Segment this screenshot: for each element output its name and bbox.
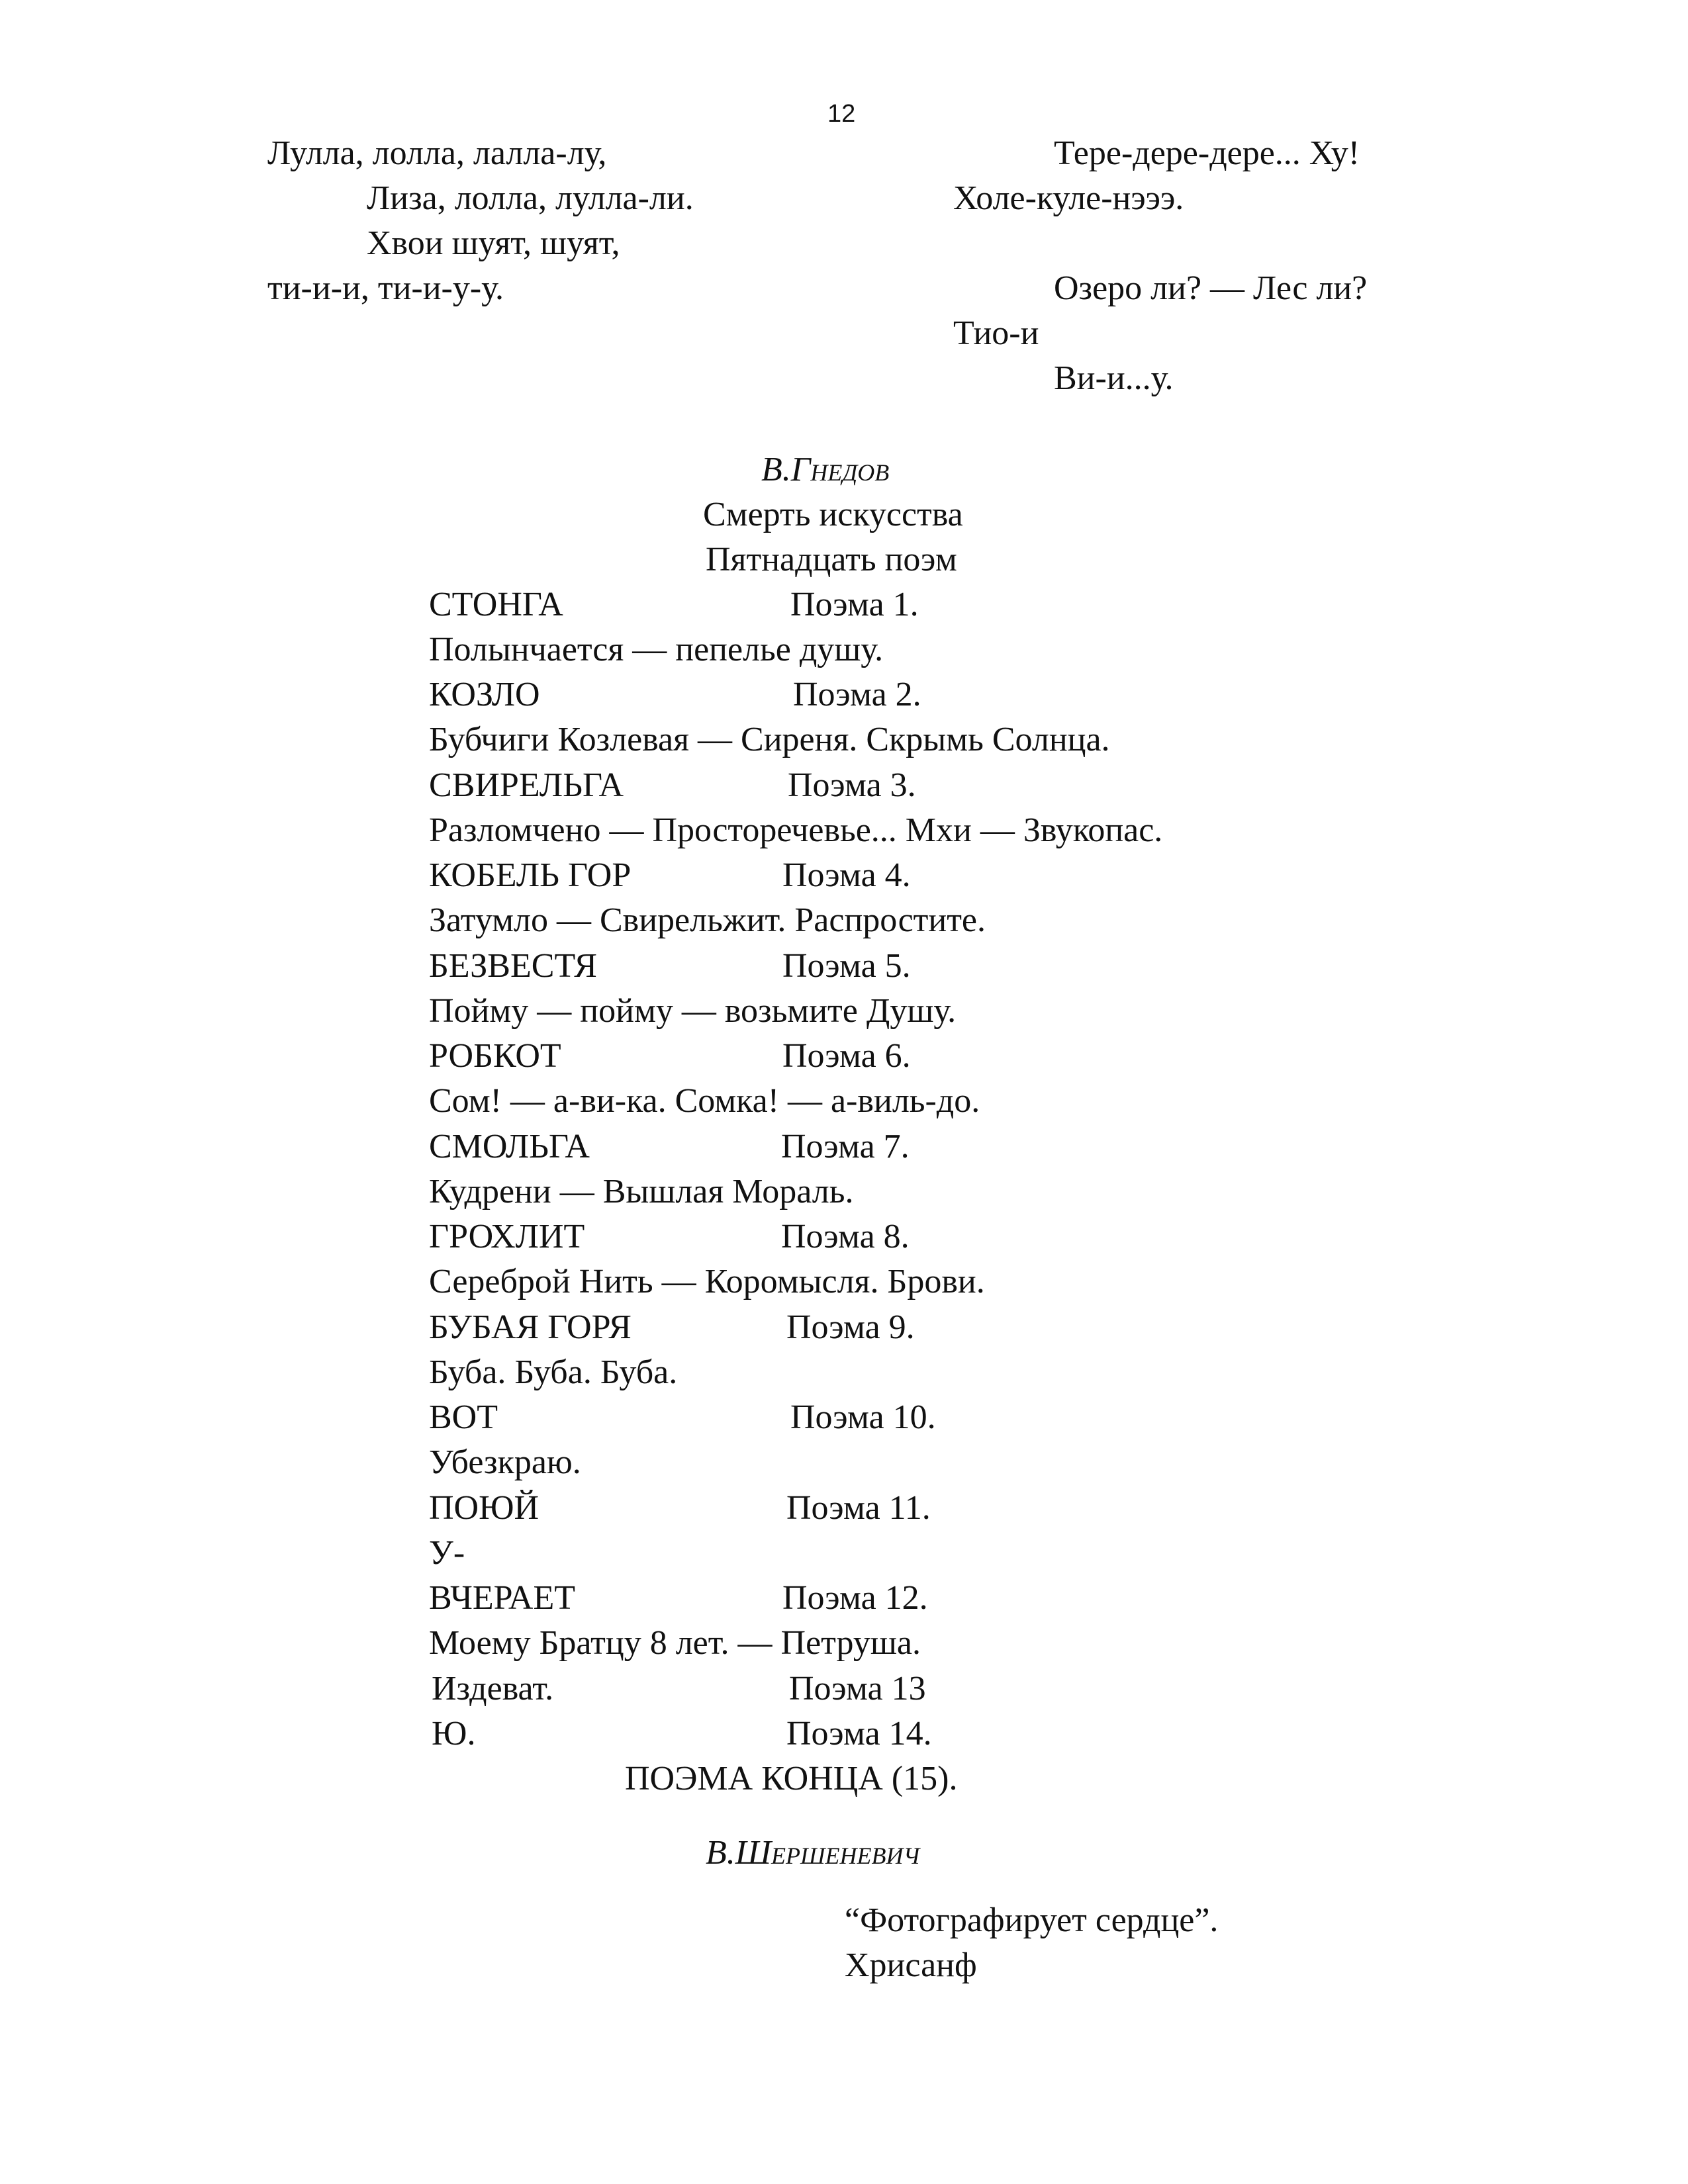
poem-text: Бубчиги Козлевая — Сиреня. Скрымь Солнца. — [429, 721, 1110, 758]
poem-text: Буба. Буба. Буба. — [429, 1353, 678, 1391]
final-poem: ПОЭМА КОНЦА (15). — [625, 1760, 958, 1797]
poem-text: Кудрени — Вышлая Мораль. — [429, 1173, 854, 1210]
right-poem-line: Холе-куле-нэээ. — [953, 179, 1184, 217]
poem-number: Поэма 7. — [781, 1128, 910, 1165]
right-poem-line: Озеро ли? — Лес ли? — [1054, 269, 1368, 307]
poem-number: Поэма 4. — [782, 856, 911, 894]
poem-name: Издеват. — [432, 1670, 554, 1707]
poem-number: Поэма 9. — [786, 1308, 915, 1346]
author-gnedov: В.Гнедов — [761, 451, 890, 488]
poem-text: У- — [429, 1534, 465, 1572]
left-poem-line: ти-и-и, ти-и-у-у. — [267, 269, 504, 307]
poem-number: Поэма 5. — [782, 947, 911, 985]
poem-name: ВЧЕРАЕТ — [429, 1579, 575, 1617]
poem-text: Убезкраю. — [429, 1443, 581, 1481]
poem-name: БУБАЯ ГОРЯ — [429, 1308, 632, 1346]
left-poem-line: Хвои шуят, шуят, — [367, 224, 620, 262]
poem-number: Поэма 2. — [793, 676, 921, 713]
right-poem-line: Тио-и — [953, 314, 1039, 352]
poem-name: ПОЮЙ — [429, 1489, 539, 1527]
poem-number: Поэма 1. — [790, 586, 919, 623]
poem-name: КОБЕЛЬ ГОР — [429, 856, 632, 894]
poem-number: Поэма 8. — [781, 1218, 910, 1255]
collection-subtitle: Пятнадцать поэм — [706, 541, 957, 578]
poem-name: СВИРЕЛЬГА — [429, 766, 624, 804]
poem-name: ВОТ — [429, 1398, 498, 1436]
left-poem-line: Лиза, лолла, лулла-ли. — [367, 179, 694, 217]
poem-text: Пойму — пойму — возьмите Душу. — [429, 992, 957, 1030]
poem-number: Поэма 10. — [790, 1398, 936, 1436]
epigraph-line: “Фотографирует сердце”. — [845, 1901, 1219, 1939]
poem-name: ГРОХЛИТ — [429, 1218, 585, 1255]
poem-name: Ю. — [432, 1715, 476, 1752]
collection-title: Смерть искусства — [703, 496, 963, 533]
right-poem-line: Тере-дере-дере... Ху! — [1054, 134, 1360, 172]
poem-text: Разломчено — Просторечевье... Мхи — Звукопас. — [429, 811, 1163, 849]
poem-number: Поэма 3. — [788, 766, 916, 804]
poem-number: Поэма 12. — [782, 1579, 928, 1617]
poem-name: РОБКОТ — [429, 1037, 561, 1075]
poem-text: Моему Братцу 8 лет. — Петруша. — [429, 1624, 921, 1662]
poem-name: БЕЗВЕСТЯ — [429, 947, 597, 985]
poem-text: Сом! — а-ви-ка. Сомка! — а-виль-до. — [429, 1082, 980, 1120]
left-poem-line: Лулла, лолла, лалла-лу, — [267, 134, 607, 172]
epigraph-attribution: Хрисанф — [845, 1946, 977, 1984]
poem-number: Поэма 14. — [786, 1715, 932, 1752]
poem-number: Поэма 13 — [789, 1670, 926, 1707]
poem-text: Серeброй Нить — Коромысля. Брови. — [429, 1263, 985, 1300]
poem-number: Поэма 11. — [786, 1489, 931, 1527]
poem-name: СТОНГА — [429, 586, 563, 623]
poem-name: СМОЛЬГА — [429, 1128, 590, 1165]
page-number: 12 — [827, 100, 856, 128]
poem-number: Поэма 6. — [782, 1037, 911, 1075]
poem-text: Полынчается — пепелье душу. — [429, 631, 884, 668]
right-poem-line: Ви-и...у. — [1054, 359, 1174, 397]
poem-name: КОЗЛО — [429, 676, 540, 713]
author-shershenevich: В.Шершеневич — [706, 1834, 920, 1872]
poem-text: Затумло — Свирельжит. Распростите. — [429, 901, 986, 939]
